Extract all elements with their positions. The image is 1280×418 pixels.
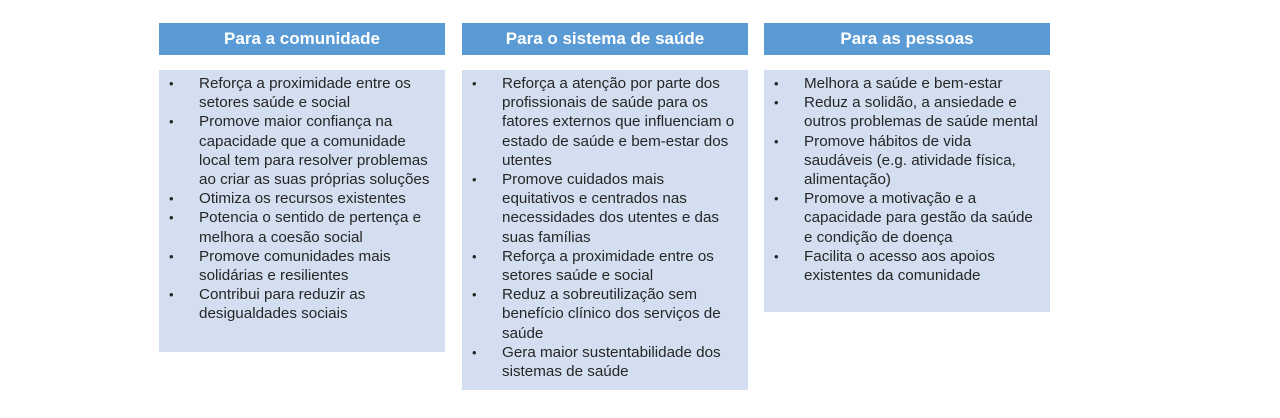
column-comunidade — [159, 23, 445, 352]
list-item-text: Promove a motivação e a capacidade para gestão da saúde e condição de doença — [804, 190, 1033, 246]
list-item-text: Melhora a saúde e bem-estar — [804, 75, 1003, 92]
list-item — [772, 74, 1038, 93]
list-item — [167, 208, 433, 246]
bullet-icon: • — [169, 191, 174, 207]
benefits-list — [167, 74, 433, 324]
list-item-text: Potencia o sentido de pertença e melhora a coesão social — [199, 209, 422, 246]
benefits-box — [159, 70, 445, 352]
bullet-icon: • — [169, 287, 174, 303]
list-item-text: Reforça a proximidade entre os setores saúde e social — [502, 247, 714, 285]
bullet-icon: • — [774, 76, 779, 91]
list-item-text: Promove comunidades mais solidárias e resilientes — [199, 247, 391, 285]
bullet-icon: • — [774, 248, 779, 264]
benefits-box — [764, 70, 1050, 312]
list-item — [772, 189, 1038, 247]
list-item — [772, 93, 1038, 131]
column-header: Para as pessoas — [764, 23, 1050, 55]
bullet-icon: • — [472, 287, 477, 303]
list-item — [167, 74, 433, 112]
benefits-box — [462, 70, 748, 390]
column-sistema-saude — [462, 23, 748, 390]
bullet-icon: • — [472, 344, 477, 360]
list-item — [167, 247, 433, 285]
list-item-text: Reforça a atenção por parte dos profissionais de saúde para os fatores externos que influenciam o estado de saúde e bem-estar dos utentes — [502, 75, 735, 169]
list-item-text: Gera maior sustentabilidade dos sistemas de saúde — [502, 343, 721, 381]
column-header: Para o sistema de saúde — [462, 23, 748, 55]
bullet-icon: • — [169, 114, 174, 130]
bullet-icon: • — [774, 191, 779, 207]
list-item-text: Reduz a sobreutilização sem benefício clínico dos serviços de saúde — [502, 286, 721, 342]
list-item — [470, 285, 736, 343]
bullet-icon: • — [472, 172, 477, 188]
bullet-icon: • — [169, 76, 174, 91]
list-item — [470, 343, 736, 381]
list-item-text: Promove hábitos de vida saudáveis (e.g. atividade física, alimentação) — [804, 132, 1016, 189]
list-item-text: Promove cuidados mais equitativos e centrados nas necessidades dos utentes e das suas famílias — [502, 171, 719, 246]
column-header: Para a comunidade — [159, 23, 445, 55]
bullet-icon: • — [169, 210, 174, 226]
bullet-icon: • — [472, 248, 477, 264]
list-item — [167, 112, 433, 189]
benefits-list — [470, 74, 736, 381]
list-item — [167, 285, 433, 323]
bullet-icon: • — [169, 248, 174, 264]
list-item-text: Facilita o acesso aos apoios existentes da comunidade — [804, 247, 995, 285]
list-item-text: Reforça a proximidade entre os setores saúde e social — [199, 75, 411, 112]
list-item-text: Otimiza os recursos existentes — [199, 190, 406, 208]
list-item — [470, 74, 736, 170]
list-item — [470, 247, 736, 285]
benefits-list — [772, 74, 1038, 285]
list-item — [772, 247, 1038, 285]
list-item-text: Contribui para reduzir as desigualdades sociais — [199, 286, 366, 323]
bullet-icon: • — [774, 95, 779, 111]
list-item — [167, 189, 433, 208]
list-item — [772, 132, 1038, 190]
column-pessoas — [764, 23, 1050, 312]
bullet-icon: • — [472, 76, 477, 91]
list-item — [470, 170, 736, 247]
list-item-text: Promove maior confiança na capacidade que a comunidade local tem para resolver problemas ao criar as suas próprias soluções — [199, 113, 430, 189]
list-item-text: Reduz a solidão, a ansiedade e outros problemas de saúde mental — [804, 94, 1038, 131]
bullet-icon: • — [774, 133, 779, 149]
